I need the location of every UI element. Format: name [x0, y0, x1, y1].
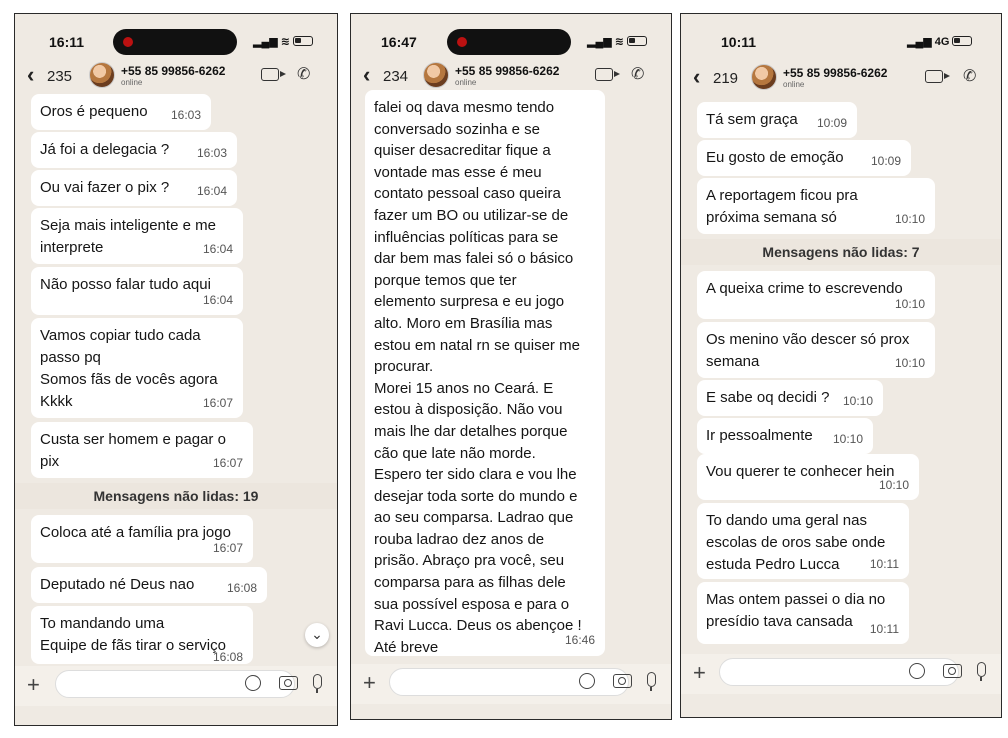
message-bubble[interactable]: To mandando uma Equipe de fãs tirar o serviço 16:08: [31, 606, 253, 664]
chat-header: [351, 60, 671, 94]
message-input-bar: [351, 664, 671, 704]
unread-messages-divider: Mensagens não lidas: 19: [15, 483, 337, 509]
message-bubble[interactable]: Deputado né Deus nao 16:08: [31, 567, 267, 603]
message-bubble[interactable]: A reportagem ficou pra próxima semana só 10:10: [697, 178, 935, 234]
message-bubble[interactable]: To dando uma geral nas escolas de oros sabe onde estuda Pedro Lucca 10:11: [697, 503, 909, 579]
message-input-bar: [15, 666, 337, 706]
message-bubble[interactable]: A queixa crime to escrevendo 10:10: [697, 271, 935, 319]
unread-messages-divider: Mensagens não lidas: 7: [681, 239, 1001, 265]
sticker-icon[interactable]: [579, 673, 595, 689]
sticker-icon[interactable]: [909, 663, 925, 679]
status-bar: [15, 14, 337, 64]
sticker-icon[interactable]: [245, 675, 261, 691]
back-unread-count[interactable]: 235: [47, 68, 73, 85]
signal-4g-icon: ▂▄▆ 4G: [907, 35, 972, 48]
back-unread-count[interactable]: 234: [383, 68, 409, 85]
message-bubble[interactable]: Não posso falar tudo aqui 16:04: [31, 267, 243, 315]
status-bar: [351, 14, 671, 64]
microphone-icon[interactable]: [313, 674, 322, 689]
contact-status: online: [455, 78, 477, 87]
video-call-icon[interactable]: [261, 68, 279, 81]
scroll-down-button[interactable]: [305, 623, 329, 647]
message-bubble[interactable]: Coloca até a família pra jogo 16:07: [31, 515, 253, 563]
clock: 16:47: [381, 34, 417, 50]
message-bubble[interactable]: Tá sem graça 10:09: [697, 102, 857, 138]
chat-screenshot-1: [14, 13, 338, 726]
message-bubble[interactable]: falei oq dava mesmo tendo conversado sozinha e se quiser desacreditar fique a vontade mas esse é meu contato pessoal caso queira fazer um BO ou utilizar-se de influências políticas para se dar bem mas falei só o básico porque temos que ter elemento surpresa e eu jogo alto. Moro em Brasília mas estou em natal rn se quiser me procurar. Morei 15 anos no Ceará. E estou à disposição. Não vou mais lhe dar detalhes porque cão que late não morde. Espero ter sido clara e vou lhe desejar toda sorte do mundo e ao seu comparsa. Ladrao que rouba ladrao dez anos de prisão. Abraço pra você, seu comparsa para as filhas dele sua possível esposa e para o Ravi Lucca. Deus os abençoe ! Até breve 16:46: [365, 90, 605, 656]
contact-name[interactable]: +55 85 99856-6262: [783, 66, 888, 80]
video-call-icon[interactable]: [595, 68, 613, 81]
message-bubble[interactable]: Eu gosto de emoção 10:09: [697, 140, 911, 176]
camera-icon[interactable]: [279, 676, 298, 690]
battery-icon: [293, 36, 313, 46]
back-arrow-icon[interactable]: ‹: [693, 64, 701, 89]
avatar[interactable]: [751, 64, 777, 90]
plus-icon[interactable]: +: [27, 672, 40, 697]
signal-wifi-icon: ▂▄▆ ≋: [253, 35, 313, 48]
voice-call-icon[interactable]: ✆: [297, 66, 311, 83]
dynamic-island: [447, 29, 571, 55]
message-bubble[interactable]: E sabe oq decidi ? 10:10: [697, 380, 883, 416]
chevron-down-icon: ⌄: [311, 626, 323, 642]
clock: 10:11: [721, 34, 757, 50]
message-bubble[interactable]: Ir pessoalmente 10:10: [697, 418, 873, 454]
signal-wifi-icon: ▂▄▆ ≋: [587, 35, 647, 48]
plus-icon[interactable]: +: [693, 660, 706, 685]
chat-screenshot-2: [350, 13, 672, 720]
plus-icon[interactable]: +: [363, 670, 376, 695]
camera-icon[interactable]: [943, 664, 962, 678]
dynamic-island: [113, 29, 237, 55]
message-bubble[interactable]: Ou vai fazer o pix ? 16:04: [31, 170, 237, 206]
microphone-icon[interactable]: [977, 662, 986, 677]
status-bar: [681, 14, 1001, 64]
contact-status: online: [121, 78, 143, 87]
back-unread-count[interactable]: 219: [713, 70, 739, 87]
message-bubble[interactable]: Custa ser homem e pagar o pix 16:07: [31, 422, 253, 478]
battery-icon: [952, 36, 972, 46]
contact-name[interactable]: +55 85 99856-6262: [121, 64, 226, 78]
video-call-icon[interactable]: [925, 70, 943, 83]
camera-icon[interactable]: [613, 674, 632, 688]
message-bubble[interactable]: Mas ontem passei o dia no presídio tava cansada 10:11: [697, 582, 909, 644]
avatar[interactable]: [89, 62, 115, 88]
message-bubble[interactable]: Vou querer te conhecer hein 10:10: [697, 454, 919, 500]
message-bubble[interactable]: Seja mais inteligente e me interprete 16:04: [31, 208, 243, 264]
contact-status: online: [783, 80, 805, 89]
battery-icon: [627, 36, 647, 46]
message-bubble[interactable]: Já foi a delegacia ? 16:03: [31, 132, 237, 168]
back-arrow-icon[interactable]: ‹: [363, 62, 371, 87]
message-bubble[interactable]: Vamos copiar tudo cada passo pq Somos fãs de vocês agora Kkkk 16:07: [31, 318, 243, 418]
message-input-bar: [681, 654, 1001, 694]
voice-call-icon[interactable]: ✆: [963, 68, 977, 85]
clock: 16:11: [49, 34, 85, 50]
avatar[interactable]: [423, 62, 449, 88]
contact-name[interactable]: +55 85 99856-6262: [455, 64, 560, 78]
back-arrow-icon[interactable]: ‹: [27, 62, 35, 87]
recording-indicator-icon: [457, 37, 467, 47]
microphone-icon[interactable]: [647, 672, 656, 687]
chat-header: [15, 60, 337, 94]
chat-header: [681, 62, 1001, 96]
message-bubble[interactable]: Os menino vão descer só prox semana 10:10: [697, 322, 935, 378]
recording-indicator-icon: [123, 37, 133, 47]
voice-call-icon[interactable]: ✆: [631, 66, 645, 83]
chat-screenshot-3: [680, 13, 1002, 718]
message-bubble[interactable]: Oros é pequeno 16:03: [31, 94, 211, 130]
